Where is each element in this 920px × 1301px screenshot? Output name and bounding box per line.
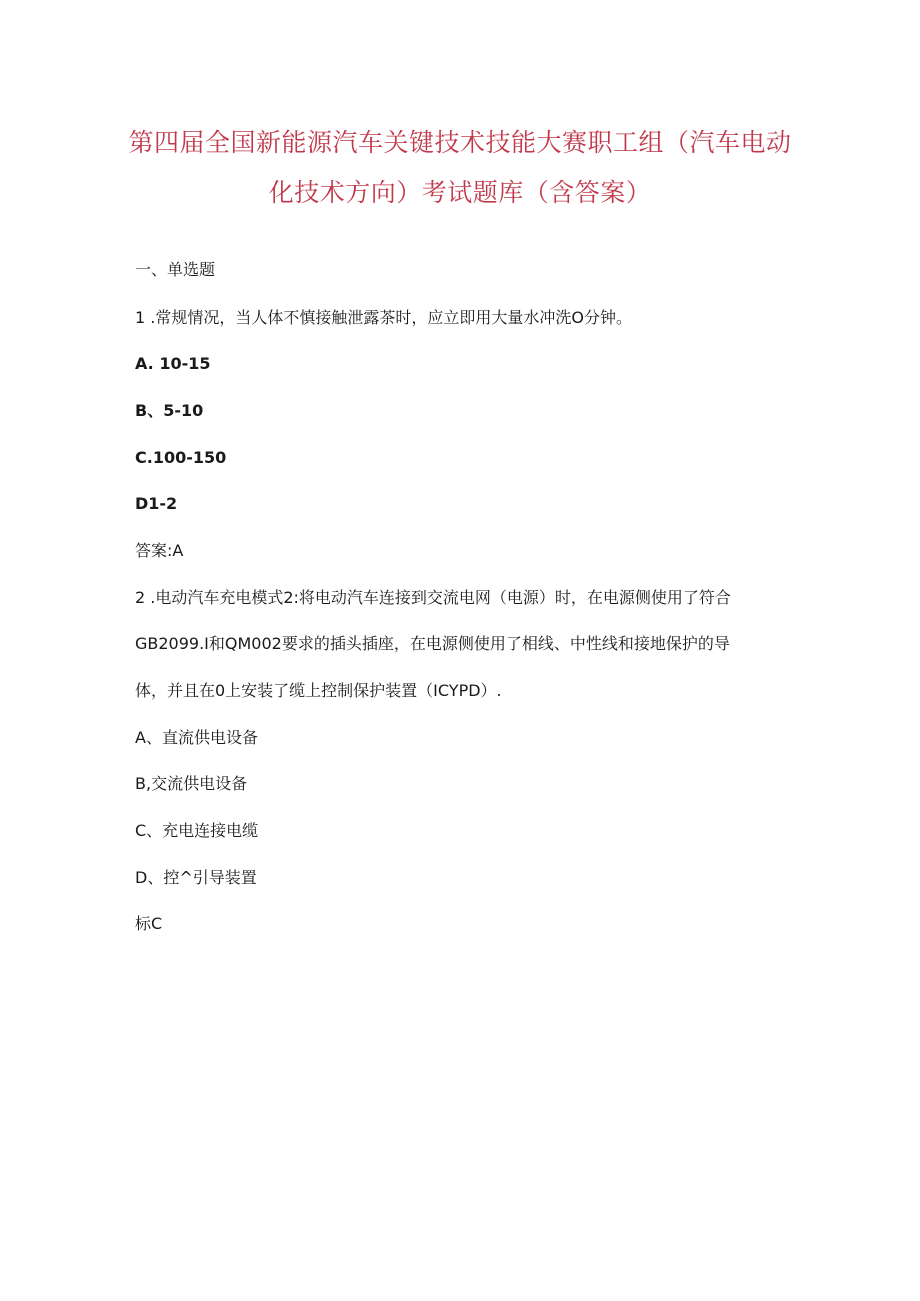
document-title (110, 118, 810, 218)
question-1-option-b: B、5-10 (135, 401, 204, 420)
question-2-option-a: A、直流供电设备 (135, 728, 258, 747)
title-line-1: 第四届全国新能源汽车关键技术技能大赛职工组（汽车电动 (128, 128, 792, 157)
question-1-stem: 1 .常规情况，当人体不慎接触泄露茶时，应立即用大量水冲洗O分钟。 (135, 308, 632, 327)
question-2-stem-line-3: 体，并且在0上安装了缆上控制保护装置（ICYPD）. (135, 681, 502, 700)
title-line-2: 化技术方向）考试题库（含答案） (268, 178, 652, 207)
question-2-stem-line-2: GB2099.I和QM002要求的插头插座，在电源侧使用了相线、中性线和接地保护的导 (135, 634, 730, 653)
question-2-option-d: D、控^引导装置 (135, 868, 257, 887)
question-2-answer: 标C (135, 914, 163, 933)
question-2-stem-line-1: 2 .电动汽车充电模式2:将电动汽车连接到交流电网（电源）时，在电源侧使用了符合 (135, 588, 731, 607)
question-1-answer: 答案:A (135, 541, 184, 560)
question-2-option-b: B,交流供电设备 (135, 774, 248, 793)
question-1-option-a: A. 10-15 (135, 354, 211, 373)
section-heading: 一、单选题 (135, 260, 216, 279)
question-2-option-c: C、充电连接电缆 (135, 821, 259, 840)
question-1-option-d: D1-2 (135, 494, 178, 513)
question-1-option-c: C.100-150 (135, 448, 227, 467)
